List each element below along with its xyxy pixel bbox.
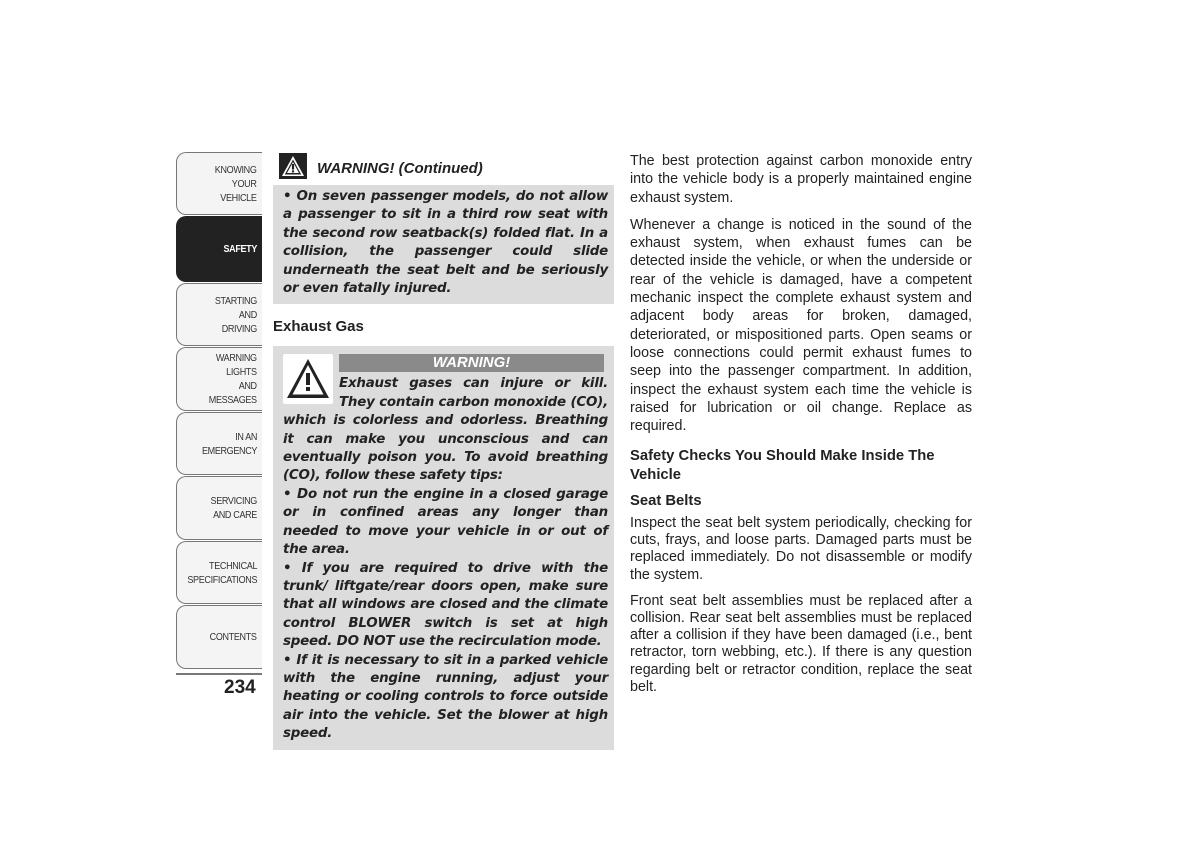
tab-knowing-your-vehicle[interactable]: [176, 152, 262, 215]
warning-banner: WARNING!: [339, 354, 604, 372]
tab-label: SAFETY: [223, 243, 257, 255]
tab-label: CONTENTS: [210, 631, 257, 643]
tab-label: STARTING AND DRIVING: [214, 294, 257, 335]
tab-label: SERVICING AND CARE: [210, 495, 257, 521]
body-paragraph: Whenever a change is noticed in the sound of the exhaust system, when exhaust fumes can be detected inside the vehicle, or when the underside or rear of the vehicle is damaged, have a competent mechanic inspect the complete exhaust system and adjacent body areas for broken, damaged, deteriorated, or mispositioned parts. Open seams or loose connections could permit exhaust fumes to seep into the passenger compartment. In addition, inspect the exhaust system each time the vehicle is raised for lubrication or oil change. Replace as required.: [630, 216, 972, 435]
continued-warning-box: [273, 152, 614, 304]
tab-label: WARNING LIGHTS AND MESSAGES: [209, 352, 257, 406]
tab-starting-and-driving[interactable]: [176, 283, 262, 346]
tab-warning-lights-and-messages[interactable]: [176, 347, 262, 411]
page-number-rule: [176, 673, 262, 675]
continued-warning-title: WARNING! (Continued): [317, 160, 483, 177]
continued-warning-text: • On seven passenger models, do not allow a passenger to sit in a third row seat with the second row seatback(s) folded flat. In a collision, the passenger could slide underneath the seat belt and be seriously or even fatally injured.: [283, 189, 608, 297]
body-paragraph: Inspect the seat belt system periodically, checking for cuts, frays, and loose parts. Damaged parts must be replaced immediately. Do not disassemble or modify the system.: [630, 514, 972, 583]
body-paragraph: The best protection against carbon monoxide entry into the vehicle body is a properly maintained engine exhaust system.: [630, 153, 972, 206]
tab-contents[interactable]: [176, 605, 262, 669]
tab-label: TECHNICAL SPECIFICATIONS: [187, 559, 257, 586]
tab-label: IN AN EMERGENCY: [201, 430, 257, 457]
page-number: 234: [224, 677, 256, 698]
warning-triangle-icon: [283, 354, 333, 404]
right-column: [630, 152, 972, 705]
exhaust-warning-intro: Exhaust gases can injure or kill. They contain carbon monoxide (CO), which is colorless and odorless. Breathing it can make you unconscious and can eventually poison you. To avoid breathing (CO), follow these safety tips:: [283, 376, 608, 484]
tab-servicing-and-care[interactable]: [176, 476, 262, 540]
tab-in-an-emergency[interactable]: [176, 412, 262, 475]
tab-safety[interactable]: [176, 216, 262, 282]
tab-technical-specifications[interactable]: [176, 541, 262, 604]
section-heading-safety-checks: Safety Checks You Should Make Inside The Vehicle: [630, 448, 935, 483]
left-column: [273, 152, 614, 750]
chapter-tab-strip: [176, 152, 262, 670]
exhaust-warning-box: [273, 346, 614, 749]
body-paragraph: Front seat belt assemblies must be replaced after a collision. Rear seat belt assemblies must be replaced after a collision if they have been damaged (i.e., bent retractor, torn webbing, etc.). If there is any question regarding belt or retractor condition, replace the seat belt.: [630, 592, 972, 695]
tab-label: KNOWING YOUR VEHICLE: [215, 163, 257, 204]
exhaust-warning-tip: • If it is necessary to sit in a parked vehicle with the engine running, adjust your heating or cooling controls to force outside air into the vehicle. Set the blower at high speed.: [283, 652, 608, 742]
continued-warning-header: [273, 152, 614, 185]
exhaust-warning-tip: • If you are required to drive with the trunk/ liftgate/rear doors open, make sure that all windows are closed and the climate control BLOWER switch is set at high speed. DO NOT use the recirculation mode.: [283, 560, 608, 650]
exhaust-gas-heading: Exhaust Gas: [273, 318, 364, 336]
warning-triangle-icon: [279, 153, 307, 184]
exhaust-warning-tip: • Do not run the engine in a closed garage or in confined areas any longer than needed to move your vehicle in or out of the area.: [283, 486, 608, 558]
section-heading-seat-belts: Seat Belts: [630, 493, 702, 510]
